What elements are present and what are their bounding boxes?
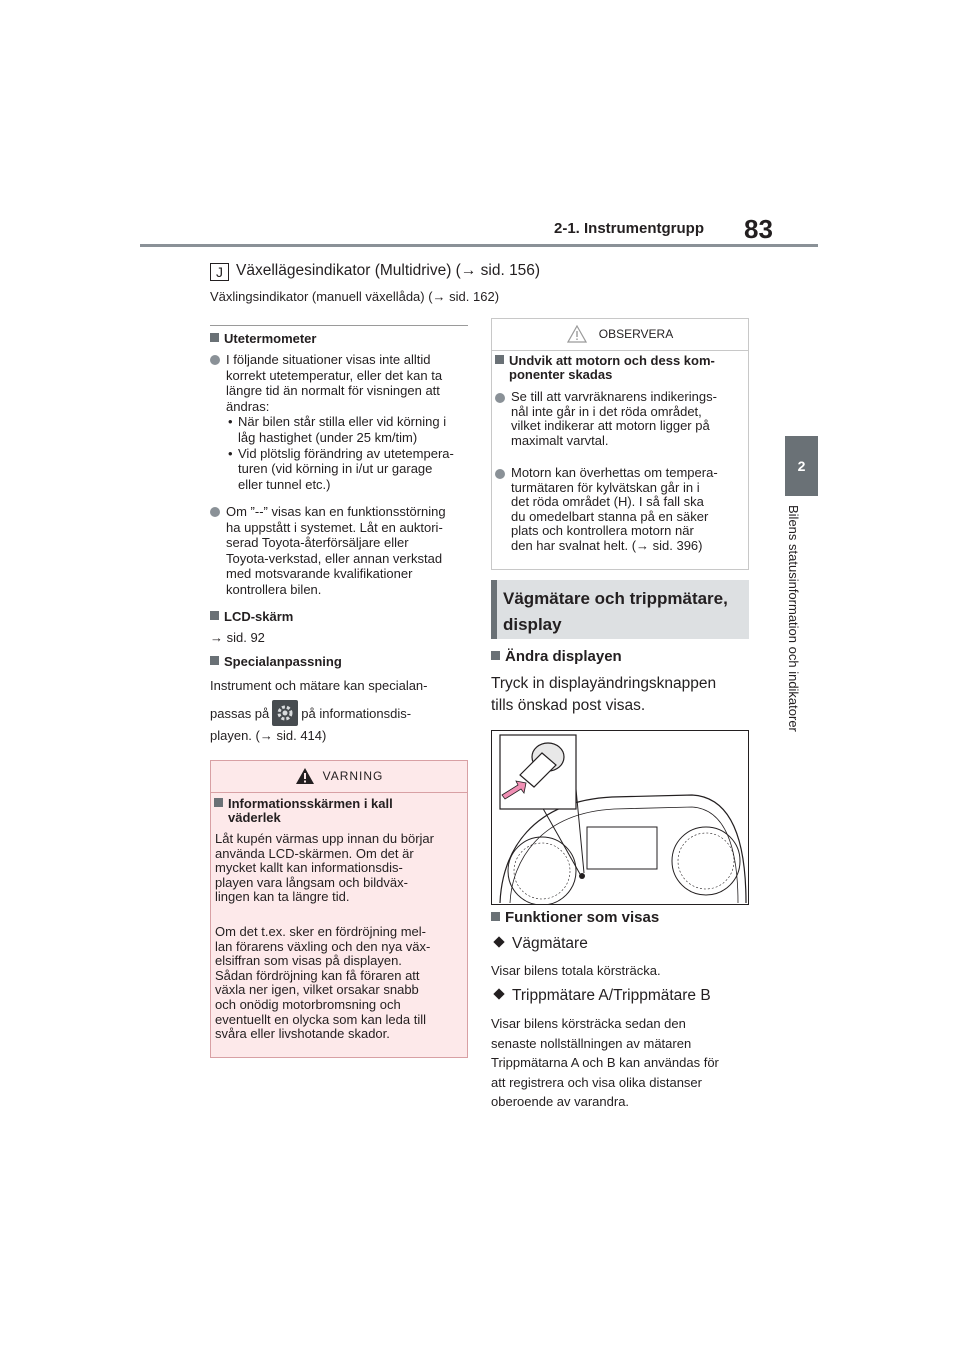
page-number: 83	[744, 214, 773, 244]
diamond-bullet-icon	[493, 988, 504, 999]
instrument-cluster-illustration	[491, 730, 749, 905]
notice-heading: Undvik att motorn och dess kom- ponenter skadas	[495, 354, 745, 382]
custom-heading: Specialanpassning	[210, 654, 468, 669]
odometer-description: Visar bilens totala körsträcka.	[491, 963, 661, 978]
warning-paragraph-2: Om det t.ex. sker en fördröjning mel- lan förarens växling och den nya väx- elsiffran som visas på displayen. Sådan fördröjning kan få föraren att växla ner igen, vilket orsakar snabb och onödig motorbromsning och eventuellt en olycka som kan leda till svåra eller livshotande skador.	[215, 924, 431, 1042]
lcd-heading: LCD-skärm	[210, 609, 468, 624]
custom-line-2: passas på på informationsdis-	[210, 698, 468, 728]
lcd-reference: → sid. 92	[210, 630, 265, 645]
chapter-tab: 2	[785, 436, 818, 496]
gear-indicator-line: Växellägesindikator (Multidrive) (→ sid. 156)	[236, 262, 541, 279]
change-display-heading: Ändra displayen	[491, 648, 622, 665]
round-bullet-icon	[495, 469, 505, 479]
tripmeter-item: Trippmätare A/Trippmätare B	[491, 985, 711, 1007]
tripmeter-description: Visar bilens körsträcka sedan den senaste nollställningen av mätaren Trippmätarna A och B kan användas för att registrera och visa olika distanser oberoende av varandra.	[491, 1016, 719, 1110]
warning-header: VARNING	[210, 760, 468, 793]
section-heading: Vägmätare och trippmätare, display	[503, 589, 728, 634]
outside-temp-bullet-1: I följande situationer visas inte alltid korrekt utetemperatur, eller det kan ta längre tid än normalt för visningen att ändras: • När bilen står stilla eller vid körning i låg hastighet (under 25 km/tim) • Vid plötslig förändring av utetempera- turen (vid körning in i/ut ur garage eller tunnel etc.)	[210, 352, 468, 502]
chapter-title: Bilens statusinformation och indikatorer	[786, 505, 801, 732]
header-divider	[140, 244, 818, 247]
caution-triangle-icon	[567, 325, 587, 343]
sub-item: • När bilen står stilla eller vid körning i låg hastighet (under 25 km/tim)	[226, 414, 470, 445]
settings-gear-icon	[272, 700, 298, 726]
round-bullet-icon	[210, 507, 220, 517]
odometer-item: Vägmätare	[491, 933, 588, 955]
sub-item: • Vid plötslig förändring av utetempera- turen (vid körning in i/ut ur garage eller tunnel etc.)	[226, 446, 470, 493]
change-display-text: Tryck in displayändringsknappen tills önskad post visas.	[491, 675, 717, 714]
manual-indicator-line: Växlingsindikator (manuell växellåda) (→ sid. 162)	[210, 289, 500, 304]
section-title: 2-1. Instrumentgrupp	[554, 220, 705, 237]
custom-line-3: playen. (→ sid. 414)	[210, 728, 327, 743]
warning-paragraph-1: Låt kupén värmas upp innan du börjar använda LCD-skärmen. Om det är mycket kallt kan informationsdis- playen vara långsam och bildväx- lingen kan ta längre tid.	[215, 831, 434, 904]
round-bullet-icon	[210, 355, 220, 365]
square-bullet-icon	[491, 651, 500, 660]
square-bullet-icon	[214, 798, 223, 807]
diamond-bullet-icon	[493, 936, 504, 947]
square-bullet-icon	[495, 355, 504, 364]
square-bullet-icon	[210, 611, 219, 620]
notice-bullet-2: Motorn kan överhettas om tempera- turmätaren för kylvätskan går in i det röda området (H). I så fall ska du omedelbart stanna på en säker plats och kontrollera motorn när den har svalnat helt. (→ sid. 396)	[495, 466, 745, 562]
section-heading-accent	[491, 580, 497, 639]
round-bullet-icon	[495, 393, 505, 403]
square-bullet-icon	[210, 333, 219, 342]
functions-heading: Funktioner som visas	[491, 909, 659, 926]
column-divider	[210, 325, 468, 326]
outside-temp-bullet-2: Om ”--” visas kan en funktionsstörning ha uppstått i systemet. Låt en auktori- serad Toyota-återförsäljare eller Toyota-verkstad, eller annan verkstad med motsvarande kvalifikationer kontrollera bilen.	[210, 504, 468, 600]
callout-letter-box: J	[210, 263, 229, 281]
warning-heading: Informationsskärmen i kall väderlek	[214, 797, 464, 825]
custom-line-1: Instrument och mätare kan specialan-	[210, 678, 428, 693]
outside-temp-heading: Utetermometer	[210, 331, 468, 346]
notice-header: OBSERVERA	[491, 318, 749, 351]
square-bullet-icon	[210, 656, 219, 665]
warning-triangle-icon	[295, 767, 315, 785]
notice-bullet-1: Se till att varvräknarens indikerings- nål inte går in i det röda området, vilket indikerar att motorn ligger på maximalt varvtal.	[495, 390, 745, 454]
square-bullet-icon	[491, 912, 500, 921]
